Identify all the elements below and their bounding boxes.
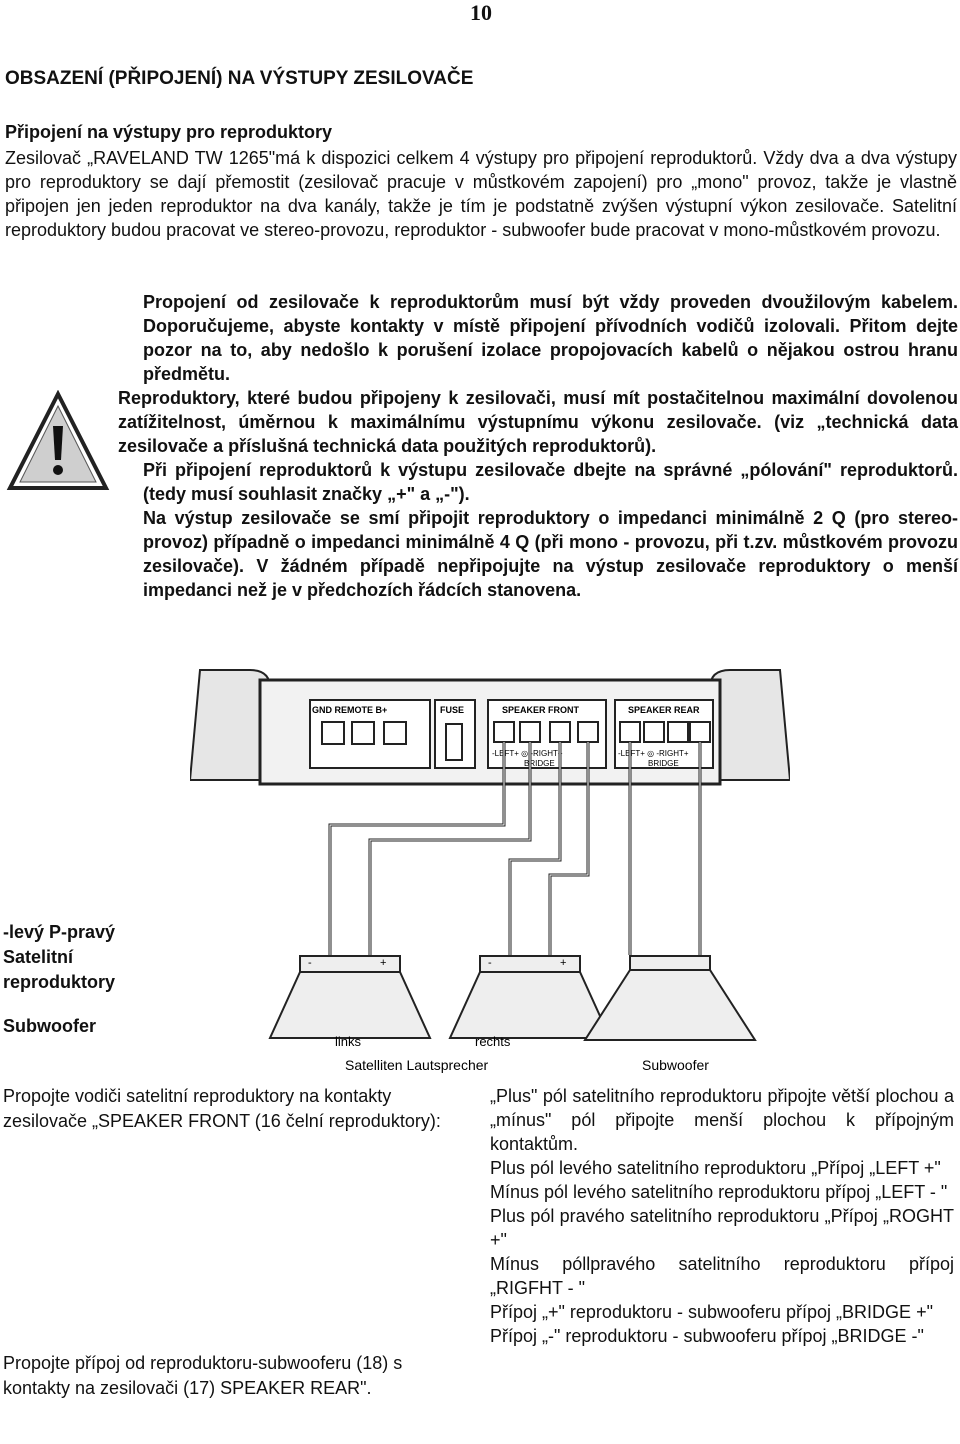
label-rear-lr: -LEFT+ ◎ -RIGHT+ bbox=[618, 749, 689, 758]
warning-triangle-icon bbox=[6, 390, 110, 494]
speaker-left-cone bbox=[270, 972, 430, 1038]
right-instruction: Plus pól pravého satelitního reproduktoru „Přípoj „ROGHT +" bbox=[490, 1206, 954, 1250]
subwoofer-cone bbox=[585, 970, 755, 1040]
left-instruction-2: Propojte přípoj od reproduktoru-subwooferu (18) s kontakty na zesilovači (17) SPEAKER REAR". bbox=[3, 1353, 403, 1398]
warning-text-2: Reproduktory, které budou připojeny k zesilovači, musí mít postačitelnou maximální dovolenou zatížitelnost, úměrnou k maximálnímu výstupnímu výkonu zesilovače. (viz „technická data zesilovače a příslušná technická data použitých reproduktorů). bbox=[118, 388, 958, 456]
label-rear-bridge: BRIDGE bbox=[648, 759, 679, 768]
warning-text-1: Propojení od zesilovače k reproduktorům musí být vždy proveden dvoužilovým kabelem. Doporučujeme, abyste kontakty v místě připojení přívodních vodičů izolovali. Přitom dejte pozor na to, aby nedošlo k porušení izolace propojovacích kabelů o nějakou ostrou hranu předmětu. bbox=[143, 292, 958, 384]
wiring-diagram bbox=[190, 660, 790, 1080]
label-left-minus: - bbox=[308, 957, 312, 969]
label-right-plus: + bbox=[560, 957, 567, 969]
label-links: links bbox=[335, 1034, 362, 1049]
right-instruction: „Plus" pól satelitního reproduktoru připojte větší plochou a „mínus" pól připojte menší plochou k přípojným kontaktům. bbox=[490, 1086, 954, 1154]
subheading: Připojení na výstupy pro reproduktory bbox=[5, 122, 333, 142]
legend-satellite-2: reproduktory bbox=[3, 972, 116, 992]
legend-block bbox=[3, 920, 115, 995]
legend-left-right: -levý P-pravý bbox=[3, 922, 116, 942]
label-right-minus: - bbox=[488, 957, 492, 969]
label-left-plus: + bbox=[380, 957, 387, 969]
subwoofer-magnet bbox=[630, 956, 710, 970]
right-instruction: Plus pól levého satelitního reproduktoru „Přípoj „LEFT +" bbox=[490, 1158, 941, 1178]
label-remote: GND REMOTE B+ bbox=[312, 705, 388, 715]
left-instruction-1: Propojte vodiči satelitní reproduktory na kontakty zesilovače „SPEAKER FRONT (16 čelní reproduktory): bbox=[3, 1086, 441, 1131]
legend-satellite-1: Satelitní bbox=[3, 947, 74, 967]
right-instruction: Mínus pól levého satelitního reproduktoru přípoj „LEFT - " bbox=[490, 1182, 948, 1202]
label-speaker-rear: SPEAKER REAR bbox=[628, 705, 700, 715]
label-front-bridge: BRIDGE bbox=[524, 759, 555, 768]
label-satelliten: Satelliten Lautsprecher bbox=[345, 1057, 489, 1073]
label-speaker-front: SPEAKER FRONT bbox=[502, 705, 580, 715]
label-front-lr: -LEFT+ ◎ -RIGHT+ bbox=[492, 749, 563, 758]
section-heading: OBSAZENÍ (PŘIPOJENÍ) NA VÝSTUPY ZESILOVAČE bbox=[5, 68, 474, 89]
speaker-right-cone bbox=[450, 972, 610, 1038]
label-rechts: rechts bbox=[475, 1034, 511, 1049]
legend-subwoofer: Subwoofer bbox=[3, 1016, 96, 1036]
warning-text-4: Na výstup zesilovače se smí připojit reproduktory o impedanci minimálně 2 Q (pro stereo-provoz) případně o impedanci minimálně 4 Q (při mono - provozu, při t.zv. můstkovém provozu zesilovače). V žádném případě nepřipojujte na výstup zesilovače reproduktory o menší impedanci než je v předchozích řádcích stanovena. bbox=[143, 508, 958, 600]
page-number: 10 bbox=[470, 0, 492, 25]
warning-block bbox=[118, 290, 958, 602]
right-instruction: Mínus póllpravého satelitního reproduktoru přípoj „RIGFHT - " bbox=[490, 1254, 954, 1298]
right-instruction: Přípoj „-" reproduktoru - subwooferu přípoj „BRIDGE -" bbox=[490, 1326, 924, 1346]
label-fuse: FUSE bbox=[440, 705, 465, 715]
label-subwoofer-diagram: Subwoofer bbox=[642, 1057, 709, 1073]
warning-text-3: Při připojení reproduktorů k výstupu zesilovače dbejte na správné „pólování" reproduktorů. (tedy musí souhlasit značky „+" a „-"). bbox=[143, 460, 958, 504]
right-instruction: Přípoj „+" reproduktoru - subwooferu přípoj „BRIDGE +" bbox=[490, 1302, 933, 1322]
intro-paragraph: Zesilovač „RAVELAND TW 1265"má k dispozici celkem 4 výstupy pro připojení reproduktorů. Vždy dva a dva výstupy pro reproduktory se dají přemostit (zesilovač pracuje v můstkovém zapojení) pro „mono" provoz, takže je vlastně připojen jen jeden reproduktor na dva kanály, takže je tím je podstatně zvýšen výstupní výkon zesilovače. Satelitní reproduktory budou pracovat ve stereo-provozu, reproduktor - subwoofer bude pracovat v mono-můstkovém provozu. bbox=[5, 148, 957, 240]
right-instructions bbox=[490, 1084, 954, 1348]
